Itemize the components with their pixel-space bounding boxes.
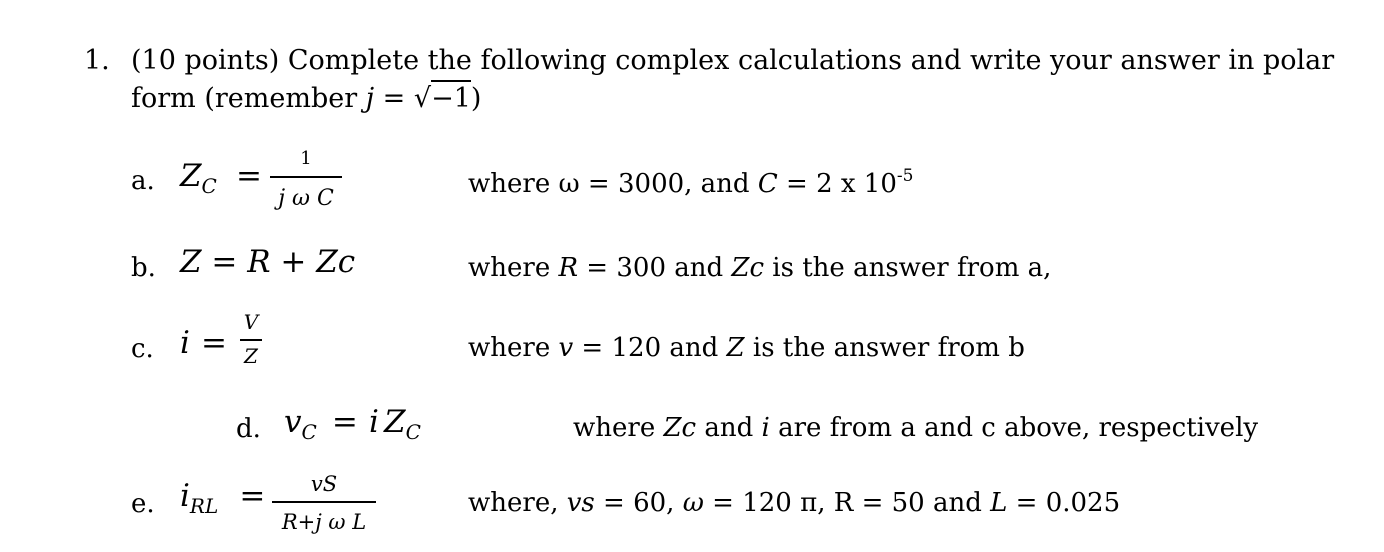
part-a-denominator: j ω C bbox=[278, 186, 334, 211]
part-a-formula: ZC = bbox=[180, 158, 262, 198]
part-a-numerator: 1 bbox=[300, 148, 312, 169]
part-a-fraction-bar bbox=[270, 176, 342, 178]
part-a-label: a. bbox=[131, 166, 155, 196]
part-e-numerator: vS bbox=[310, 472, 338, 496]
part-b-where: where R = 300 and Zc is the answer from a, bbox=[468, 253, 1052, 283]
part-b-label: b. bbox=[131, 253, 156, 283]
part-c-numerator: V bbox=[243, 310, 259, 334]
part-d-label: d. bbox=[236, 414, 261, 444]
part-c-label: c. bbox=[131, 334, 154, 364]
sqrt-radicand: −1 bbox=[431, 80, 471, 114]
part-d-where: where Zc and i are from a and c above, respectively bbox=[573, 413, 1259, 443]
part-e-label: e. bbox=[131, 489, 155, 519]
part-e-fraction-bar bbox=[272, 501, 376, 503]
sqrt-sign: √ bbox=[413, 83, 432, 114]
part-d-formula: vC = i ZC bbox=[284, 404, 421, 444]
part-c-formula: i = bbox=[180, 325, 227, 361]
question-number: 1. bbox=[84, 45, 110, 76]
part-c-where: where v = 120 and Z is the answer from b bbox=[468, 333, 1025, 363]
part-e-where: where, vs = 60, ω = 120 π, R = 50 and L = 0.025 bbox=[468, 488, 1121, 518]
question-line-2: form (remember j = √−1) bbox=[131, 80, 481, 118]
part-e-formula: iRL = bbox=[180, 478, 266, 518]
question-line-1: (10 points) Complete the following complex calculations and write your answer in polar bbox=[131, 45, 1335, 76]
part-e-denominator: R+j ω L bbox=[281, 510, 367, 534]
part-c-fraction-bar bbox=[240, 339, 262, 341]
part-b-formula: Z = R + Zc bbox=[180, 244, 356, 280]
part-a-where: where ω = 3000, and C = 2 x $10^{-5}$ bbox=[468, 166, 914, 199]
part-c-denominator: Z bbox=[244, 344, 258, 368]
